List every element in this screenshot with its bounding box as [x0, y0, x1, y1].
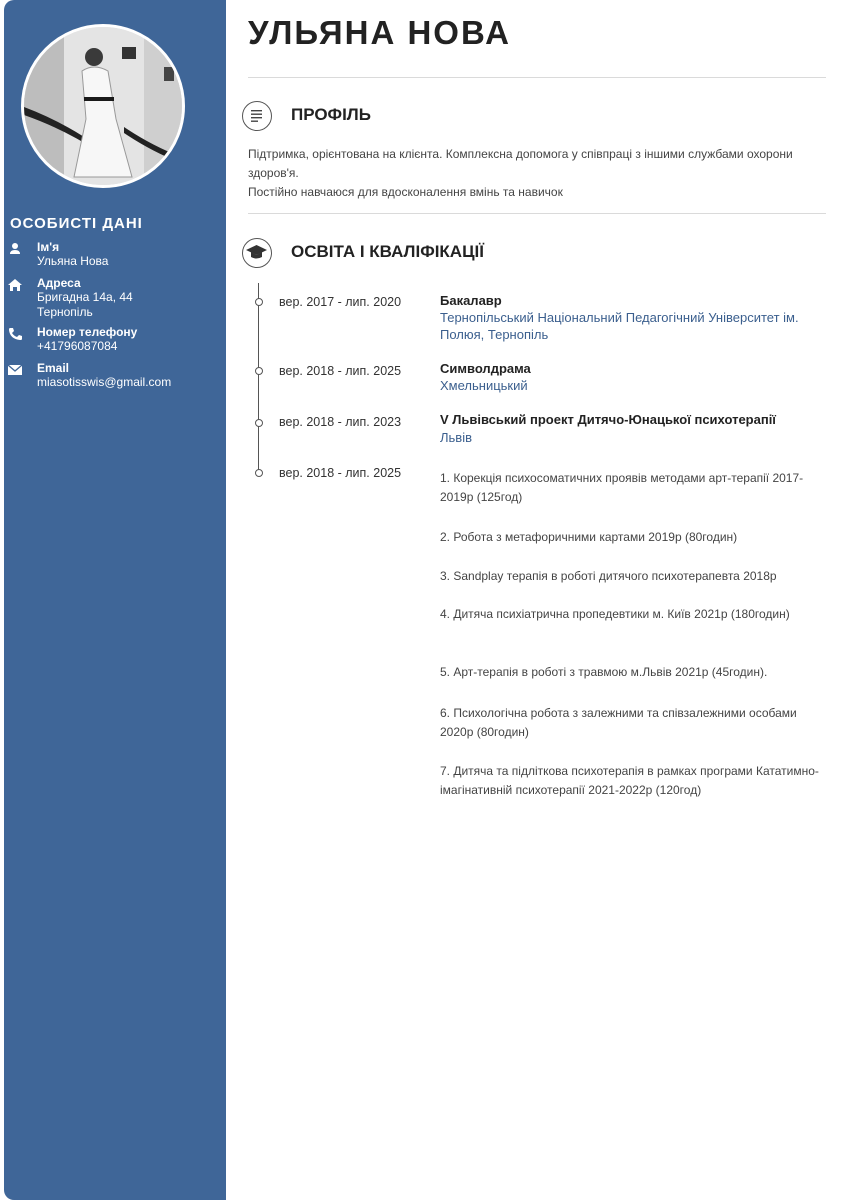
- education-date: вер. 2018 - лип. 2023: [279, 415, 402, 429]
- profile-photo: [24, 27, 182, 185]
- profile-line: Підтримка, орієнтована на клієнта. Комплексна допомога у співпраці з іншими службами охорони здоров'я.: [248, 147, 793, 180]
- personal-item-value: +41796087084: [37, 339, 118, 353]
- course-item: 3. Sandplay терапія в роботі дитячого психотерапевта 2018р: [440, 569, 777, 583]
- avatar: [21, 24, 185, 188]
- sidebar: [4, 0, 226, 1200]
- personal-item-value: Бригадна 14а, 44 Тернопіль: [37, 290, 133, 319]
- divider: [248, 213, 826, 214]
- profile-text: [248, 145, 808, 202]
- timeline-dot: [255, 419, 263, 427]
- divider: [248, 77, 826, 78]
- timeline-dot: [255, 469, 263, 477]
- personal-item-value: Ульяна Нова: [37, 254, 109, 268]
- education-title: Символдрама: [440, 361, 531, 376]
- timeline-dot: [255, 298, 263, 306]
- course-item: 6. Психологічна робота з залежними та співзалежними особами 2020р (80годин): [440, 706, 797, 739]
- course-item: 4. Дитяча психіатрична пропедевтики м. Київ 2021р (180годин): [440, 607, 790, 621]
- education-title: Бакалавр: [440, 293, 502, 308]
- education-date: вер. 2018 - лип. 2025: [279, 466, 402, 480]
- personal-item-label: Ім'я: [37, 240, 60, 254]
- profile-line: Постійно навчаюся для вдосконалення вмінь та навичок: [248, 185, 563, 199]
- course-item: 5. Арт-терапія в роботі з травмою м.Львів 2021р (45годин).: [440, 665, 768, 679]
- education-org: Львів: [440, 430, 473, 445]
- course-item: 2. Робота з метафоричними картами 2019р (80годин): [440, 530, 738, 544]
- education-date: вер. 2018 - лип. 2025: [279, 364, 402, 378]
- education-section-title: ОСВІТА І КВАЛІФІКАЦІЇ: [291, 242, 484, 261]
- page-title: УЛЬЯНА НОВА: [248, 14, 511, 51]
- email-link[interactable]: miasotisswis@gmail.com: [37, 375, 172, 389]
- education-org: Тернопільський Національний Педагогічний Університет ім. Полюя, Тернопіль: [440, 310, 799, 342]
- timeline-line: [258, 283, 259, 475]
- text-lines-icon: [242, 101, 272, 131]
- personal-data-title: ОСОБИСТІ ДАНІ: [10, 215, 143, 232]
- profile-section-title: ПРОФІЛЬ: [291, 105, 371, 124]
- main-content: [226, 0, 845, 1200]
- personal-item-label: Номер телефону: [37, 325, 138, 339]
- personal-item-label: Email: [37, 361, 70, 375]
- course-item: 1. Корекція психосоматичних проявів методами арт-терапії 2017-2019р (125год): [440, 471, 804, 504]
- course-item: 7. Дитяча та підліткова психотерапія в рамках програми Кататимно-імагінативній психотерапії 2021-2022р (120год): [440, 764, 819, 797]
- timeline-dot: [255, 367, 263, 375]
- home-icon: [7, 278, 23, 292]
- education-title: V Львівський проект Дитячо-Юнацької психотерапії: [440, 412, 776, 427]
- personal-item-label: Адреса: [37, 276, 81, 290]
- mail-icon: [7, 363, 23, 377]
- education-org: Хмельницький: [440, 378, 528, 393]
- person-icon: [7, 242, 23, 256]
- education-date: вер. 2017 - лип. 2020: [279, 295, 402, 309]
- phone-icon: [7, 327, 23, 341]
- graduation-cap-icon: [242, 238, 272, 268]
